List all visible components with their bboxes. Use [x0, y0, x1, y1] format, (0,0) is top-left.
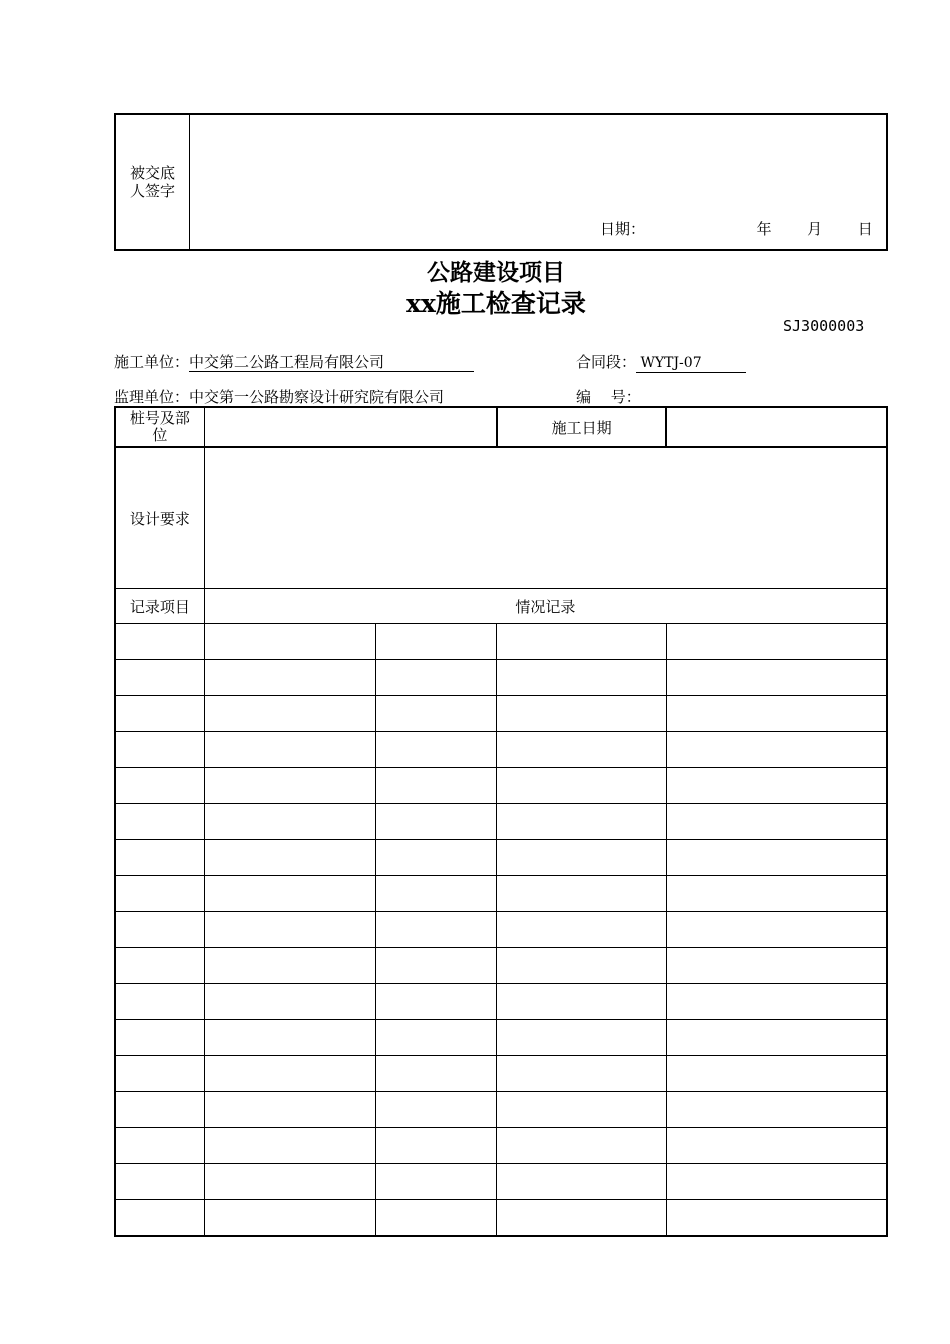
record-cell[interactable] — [204, 1128, 375, 1164]
form-code: SJ3000003 — [783, 317, 865, 335]
signature-area[interactable] — [190, 114, 888, 250]
record-cell[interactable] — [497, 984, 666, 1020]
record-cell[interactable] — [666, 840, 887, 876]
record-cell[interactable] — [497, 912, 666, 948]
month-label: 月 — [807, 220, 823, 238]
record-item-label: 记录项目 — [115, 589, 204, 624]
project-title: 公路建设项目 — [427, 259, 565, 286]
record-cell[interactable] — [204, 840, 375, 876]
table-row — [115, 768, 887, 804]
table-row — [115, 912, 887, 948]
record-item-cell[interactable] — [115, 1200, 204, 1237]
record-cell[interactable] — [666, 660, 887, 696]
date-label: 日期： — [600, 220, 646, 238]
record-cell[interactable] — [666, 912, 887, 948]
record-cell[interactable] — [666, 768, 887, 804]
record-cell[interactable] — [497, 1056, 666, 1092]
record-cell[interactable] — [204, 1164, 375, 1200]
record-item-cell[interactable] — [115, 912, 204, 948]
table-row — [115, 1128, 887, 1164]
record-item-cell[interactable] — [115, 1164, 204, 1200]
record-cell[interactable] — [204, 948, 375, 984]
form-title: xx施工检查记录 — [406, 289, 586, 318]
record-content-label: 情况记录 — [204, 589, 887, 624]
table-row — [115, 1020, 887, 1056]
record-rows — [115, 624, 887, 1237]
record-cell[interactable] — [376, 624, 497, 660]
record-cell[interactable] — [204, 804, 375, 840]
record-cell[interactable] — [376, 660, 497, 696]
record-cell[interactable] — [376, 804, 497, 840]
record-cell[interactable] — [497, 660, 666, 696]
record-cell[interactable] — [497, 696, 666, 732]
record-cell[interactable] — [376, 984, 497, 1020]
station-label — [115, 407, 204, 447]
record-cell[interactable] — [497, 732, 666, 768]
supervisor-value: 中交第一公路勘察设计研究院有限公司 — [189, 388, 445, 406]
table-row — [115, 624, 887, 660]
contract-line — [576, 351, 746, 373]
table-row — [115, 948, 887, 984]
record-cell[interactable] — [376, 696, 497, 732]
record-cell[interactable] — [376, 1164, 497, 1200]
record-cell[interactable] — [497, 1128, 666, 1164]
design-row — [115, 447, 887, 589]
record-item-cell[interactable] — [115, 768, 204, 804]
station-input[interactable] — [204, 407, 497, 447]
table-row — [115, 1164, 887, 1200]
table-row — [115, 984, 887, 1020]
record-cell[interactable] — [376, 1056, 497, 1092]
record-cell[interactable] — [204, 660, 375, 696]
record-item-cell[interactable] — [115, 660, 204, 696]
number-line — [576, 386, 749, 407]
contractor-value: 中交第二公路工程局有限公司 — [189, 353, 385, 371]
record-cell[interactable] — [376, 1128, 497, 1164]
contractor-line — [114, 351, 474, 372]
record-cell[interactable] — [666, 948, 887, 984]
day-label: 日 — [857, 220, 873, 238]
record-item-cell[interactable] — [115, 840, 204, 876]
contract-label: 合同段： — [576, 353, 637, 371]
record-cell[interactable] — [204, 624, 375, 660]
design-input[interactable] — [204, 447, 887, 589]
record-cell[interactable] — [666, 804, 887, 840]
table-row — [115, 840, 887, 876]
record-cell[interactable] — [497, 768, 666, 804]
table-row — [115, 660, 887, 696]
record-item-cell[interactable] — [115, 696, 204, 732]
table-row — [115, 732, 887, 768]
table-row — [115, 696, 887, 732]
record-item-cell[interactable] — [115, 624, 204, 660]
table-row — [115, 1200, 887, 1237]
year-label: 年 — [756, 220, 772, 238]
record-cell[interactable] — [666, 732, 887, 768]
contract-value: WYTJ-07 — [640, 355, 702, 371]
record-cell[interactable] — [666, 1020, 887, 1056]
record-cell[interactable] — [666, 1200, 887, 1237]
record-cell[interactable] — [376, 732, 497, 768]
signature-label-text: 被交底人签字 — [129, 164, 175, 200]
record-cell[interactable] — [376, 1200, 497, 1237]
record-cell[interactable] — [666, 876, 887, 912]
number-field[interactable] — [641, 388, 749, 407]
record-cell[interactable] — [666, 1092, 887, 1128]
inspection-table — [114, 406, 888, 1237]
record-cell[interactable] — [204, 696, 375, 732]
signature-label — [115, 114, 190, 250]
signature-table — [114, 113, 888, 251]
table-row — [115, 804, 887, 840]
record-cell[interactable] — [666, 1164, 887, 1200]
record-item-cell[interactable] — [115, 1128, 204, 1164]
record-item-cell[interactable] — [115, 804, 204, 840]
supervisor-line — [114, 386, 474, 407]
record-cell[interactable] — [497, 1164, 666, 1200]
station-label-text: 桩号及部位 — [129, 409, 190, 444]
record-cell[interactable] — [666, 1128, 887, 1164]
record-cell[interactable] — [497, 1200, 666, 1237]
construction-date-label: 施工日期 — [497, 407, 666, 447]
record-cell[interactable] — [497, 840, 666, 876]
number-label: 编 号： — [576, 388, 641, 406]
record-cell[interactable] — [376, 840, 497, 876]
record-cell[interactable] — [376, 876, 497, 912]
record-cell[interactable] — [204, 768, 375, 804]
record-cell[interactable] — [666, 1056, 887, 1092]
header-row — [115, 407, 887, 447]
record-item-cell[interactable] — [115, 1020, 204, 1056]
record-cell[interactable] — [204, 912, 375, 948]
record-item-cell[interactable] — [115, 948, 204, 984]
record-cell[interactable] — [204, 876, 375, 912]
record-cell[interactable] — [497, 948, 666, 984]
record-cell[interactable] — [204, 1200, 375, 1237]
construction-date-input[interactable] — [666, 407, 887, 447]
record-cell[interactable] — [376, 948, 497, 984]
signature-date — [600, 218, 873, 239]
record-cell[interactable] — [497, 876, 666, 912]
record-item-cell[interactable] — [115, 1092, 204, 1128]
record-cell[interactable] — [666, 984, 887, 1020]
table-row — [115, 1092, 887, 1128]
record-item-cell[interactable] — [115, 876, 204, 912]
record-header-row — [115, 589, 887, 624]
record-cell[interactable] — [376, 768, 497, 804]
record-item-cell[interactable] — [115, 732, 204, 768]
record-item-cell[interactable] — [115, 1056, 204, 1092]
record-cell[interactable] — [204, 984, 375, 1020]
record-cell[interactable] — [376, 1092, 497, 1128]
record-cell[interactable] — [376, 1020, 497, 1056]
contractor-label: 施工单位： — [114, 353, 190, 371]
record-cell[interactable] — [204, 1056, 375, 1092]
record-cell[interactable] — [497, 1092, 666, 1128]
record-cell[interactable] — [497, 1020, 666, 1056]
design-label: 设计要求 — [115, 447, 204, 589]
contractor-field[interactable] — [189, 353, 474, 372]
contract-field[interactable] — [636, 354, 746, 373]
record-cell[interactable] — [204, 1092, 375, 1128]
supervisor-label: 监理单位： — [114, 388, 190, 406]
table-row — [115, 876, 887, 912]
record-cell[interactable] — [204, 1020, 375, 1056]
supervisor-field[interactable] — [189, 388, 474, 407]
record-cell[interactable] — [376, 912, 497, 948]
record-item-cell[interactable] — [115, 984, 204, 1020]
record-cell[interactable] — [204, 732, 375, 768]
record-cell[interactable] — [497, 624, 666, 660]
record-cell[interactable] — [666, 624, 887, 660]
table-row — [115, 1056, 887, 1092]
record-cell[interactable] — [666, 696, 887, 732]
record-cell[interactable] — [497, 804, 666, 840]
